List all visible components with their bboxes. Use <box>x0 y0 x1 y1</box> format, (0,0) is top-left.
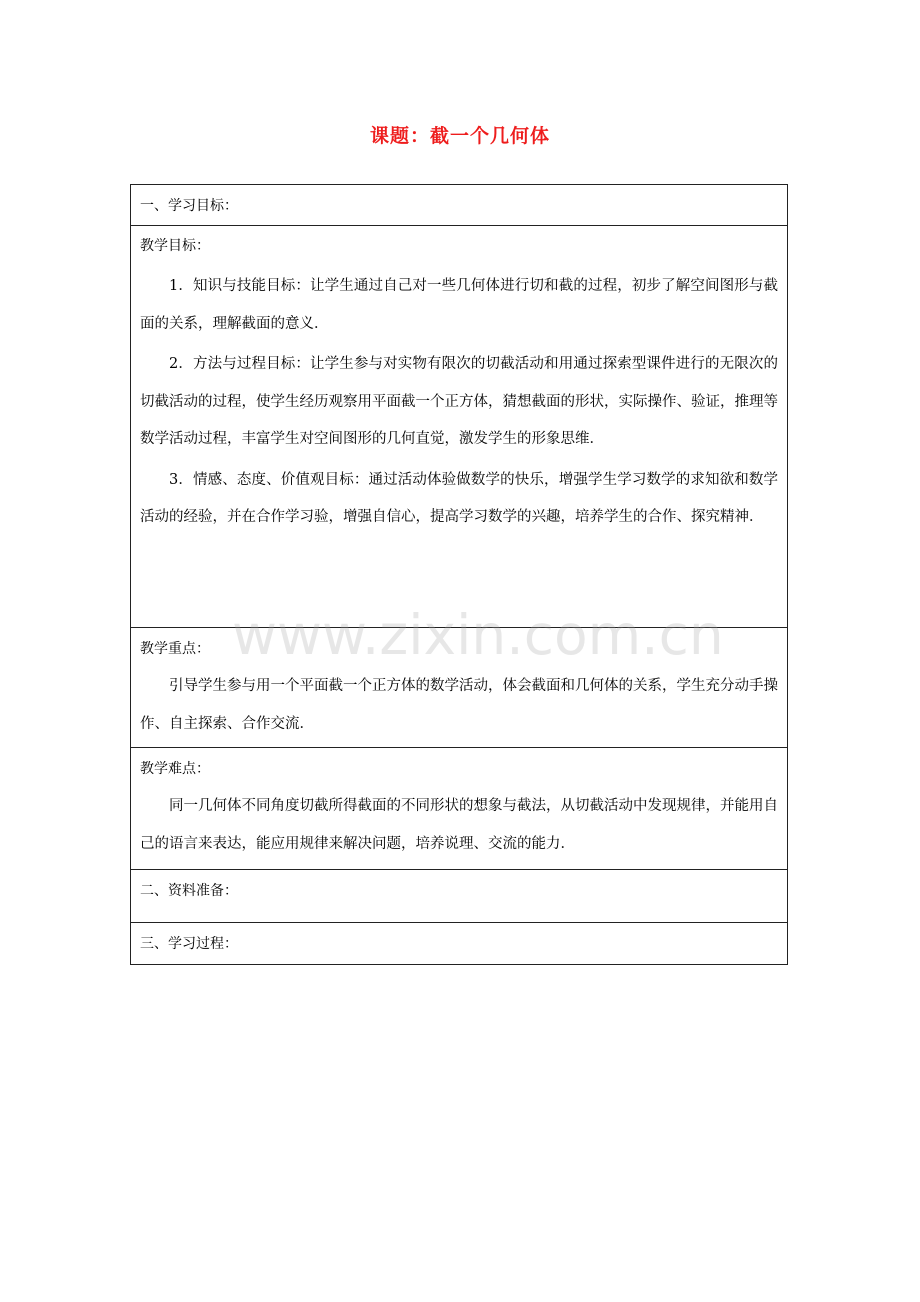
page-title: 课题：截一个几何体 <box>369 125 550 147</box>
process-heading-row <box>131 923 787 964</box>
goal-process: 2．方法与过程目标：让学生参与对实物有限次的切截活动和用通过探索型课件进行的无限次的切截活动的过程，使学生经历观察用平面截一个正方体，猜想截面的形状，实际操作、验证，推理等数学活动过程，丰富学生对空间图形的几何直觉，激发学生的形象思维． <box>140 356 778 447</box>
key-points-label: 教学重点： <box>140 641 210 657</box>
objectives-heading: 一、学习目标： <box>140 198 238 214</box>
lesson-plan-table <box>130 184 788 965</box>
difficulties-text: 同一几何体不同角度切截所得截面的不同形状的想象与截法，从切截活动中发现规律，并能用自己的语言来表达，能应用规律来解决问题，培养说理、交流的能力． <box>140 798 778 852</box>
goal-knowledge: 1．知识与技能目标：让学生通过自己对一些几何体进行切和截的过程，初步了解空间图形与截面的关系，理解截面的意义． <box>140 278 778 332</box>
difficulties-label: 教学难点： <box>140 761 210 777</box>
difficulties-section <box>131 748 787 870</box>
teaching-goals-section <box>131 226 787 628</box>
materials-heading-row <box>131 870 787 923</box>
key-points-section <box>131 628 787 748</box>
goal-attitude: 3．情感、态度、价值观目标：通过活动体验做数学的快乐，增强学生学习数学的求知欲和数学活动的经验，并在合作学习验，增强自信心，提高学习数学的兴趣，培养学生的合作、探究精神． <box>140 471 778 525</box>
watermark-text: www.zixin.com.cn <box>232 603 724 667</box>
key-points-text: 引导学生参与用一个平面截一个正方体的数学活动，体会截面和几何体的关系，学生充分动手操作、自主探索、合作交流． <box>140 678 778 732</box>
materials-heading: 二、资料准备： <box>140 883 238 899</box>
process-heading: 三、学习过程： <box>140 936 238 952</box>
teaching-goals-label: 教学目标： <box>140 238 210 254</box>
objectives-heading-row <box>131 185 787 226</box>
